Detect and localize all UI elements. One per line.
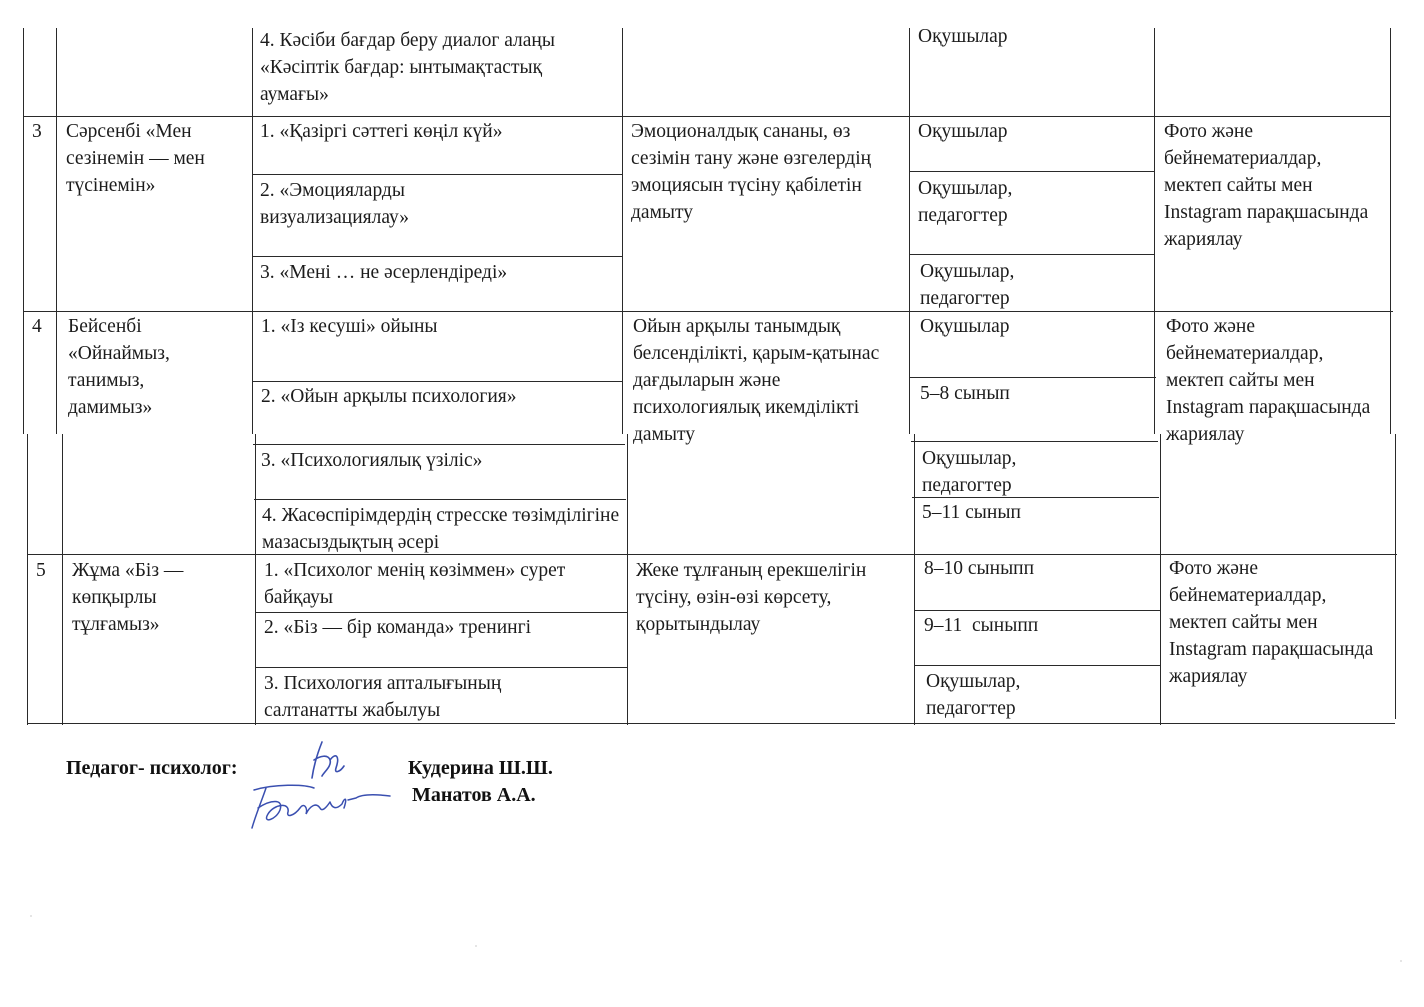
participants-cell: Оқушылар, педагогтер <box>918 178 1013 226</box>
col-divider <box>56 28 57 434</box>
role-label: Педагог- психолог: <box>66 757 238 779</box>
scan-speck <box>30 915 32 917</box>
sub-row-separator <box>909 171 1154 172</box>
event-cell: 2. «Біз — бір команда» тренингі <box>264 617 532 638</box>
event-cell: 2. «Ойын арқылы психология» <box>261 386 517 407</box>
table-border-left <box>23 28 24 434</box>
sub-row-separator <box>909 254 1154 255</box>
result-cell: Фото және бейнематериалдар, мектеп сайты мен Instagram парақшасында жариялау <box>1166 316 1371 445</box>
day-theme-cell: Жұма «Біз — көпқырлы тұлғамыз» <box>72 560 184 635</box>
row-number: 3 <box>32 121 42 142</box>
participants-cell: Оқушылар, педагогтер <box>926 671 1021 719</box>
sub-row-separator <box>909 377 1156 378</box>
sub-row-separator <box>253 444 625 445</box>
signer-name: Манатов А.А. <box>412 784 536 806</box>
participants-cell: 5–11 сынып <box>922 502 1021 523</box>
signature-icon <box>244 778 394 834</box>
table-border-left <box>27 434 28 725</box>
event-cell: 1. «Қазіргі сәттегі көңіл күй» <box>260 121 503 142</box>
sub-row-separator <box>914 665 1160 666</box>
row-separator <box>23 311 1393 312</box>
participants-cell: Оқушылар <box>920 316 1010 337</box>
event-cell: 3. «Психологиялық үзіліс» <box>261 450 483 471</box>
sub-row-separator <box>252 256 622 257</box>
row-separator <box>23 116 1391 117</box>
sub-row-separator <box>256 667 627 668</box>
participants-cell: 5–8 сынып <box>920 383 1010 404</box>
col-divider <box>909 28 910 434</box>
row-number: 4 <box>32 316 42 337</box>
event-cell: 3. Психология апталығының салтанатты жабылуы <box>264 673 502 721</box>
row-number: 5 <box>36 560 46 581</box>
scan-speck <box>475 945 477 947</box>
scan-speck <box>1400 960 1402 962</box>
col-divider <box>914 434 915 725</box>
col-divider <box>252 28 253 434</box>
col-divider <box>1154 28 1155 434</box>
table-border-right <box>1395 434 1396 719</box>
participants-cell: 8–10 сыныпп <box>924 558 1035 579</box>
goal-cell: Жеке тұлғаның ерекшелігін түсіну, өзін-өзі көрсету, қорытындылау <box>636 560 867 635</box>
signer-name: Кудерина Ш.Ш. <box>408 757 553 779</box>
sub-row-separator <box>256 612 627 613</box>
sub-row-separator <box>914 610 1160 611</box>
participants-cell: Оқушылар, педагогтер <box>922 448 1017 496</box>
col-divider <box>62 434 63 725</box>
participants-cell: Оқушылар <box>918 121 1008 142</box>
sub-row-separator <box>911 441 1158 442</box>
col-divider <box>622 28 623 434</box>
event-cell: 1. «Психолог менің көзіммен» сурет байқауы <box>264 560 566 608</box>
result-cell: Фото және бейнематериалдар, мектеп сайты мен Instagram парақшасында жариялау <box>1169 558 1374 687</box>
goal-cell: Эмоционалдық сананы, өз сезімін тану және өзгелердің эмоциясын түсіну қабілетін дамыту <box>631 121 872 223</box>
day-theme-cell: Бейсенбі «Ойнаймыз, танимыз, дамимыз» <box>68 316 170 418</box>
sub-row-separator <box>254 499 626 500</box>
event-cell: 3. «Мені … не әсерлендіреді» <box>260 262 508 283</box>
event-cell: 1. «Із кесуші» ойыны <box>261 316 438 337</box>
col-divider <box>627 434 628 725</box>
sub-row-separator <box>252 174 622 175</box>
col-divider <box>255 434 256 725</box>
event-cell: 4. Кәсіби бағдар беру диалог алаңы «Кәсіптік бағдар: ынтымақтастық аумағы» <box>260 30 555 105</box>
participants-cell: 9–11 сыныпп <box>924 615 1039 636</box>
event-cell: 4. Жасөспірімдердің стресске төзімділігіне мазасыздықтың әсері <box>262 505 620 553</box>
day-theme-cell: Сәрсенбі «Мен сезінемін — мен түсінемін» <box>66 121 205 196</box>
col-divider <box>1160 434 1161 725</box>
goal-cell: Ойын арқылы танымдық белсенділікті, қарым-қатынас дағдыларын және психологиялық икемділікті дамыту <box>633 316 880 445</box>
table-border-bottom <box>27 723 1395 724</box>
table-border-right <box>1390 28 1391 434</box>
event-cell: 2. «Эмоцияларды визуализациялау» <box>260 180 410 228</box>
result-cell: Фото және бейнематериалдар, мектеп сайты мен Instagram парақшасында жариялау <box>1164 121 1369 250</box>
participants-cell: Оқушылар <box>918 26 1008 47</box>
sub-row-separator <box>252 381 622 382</box>
participants-cell: Оқушылар, педагогтер <box>920 261 1015 309</box>
